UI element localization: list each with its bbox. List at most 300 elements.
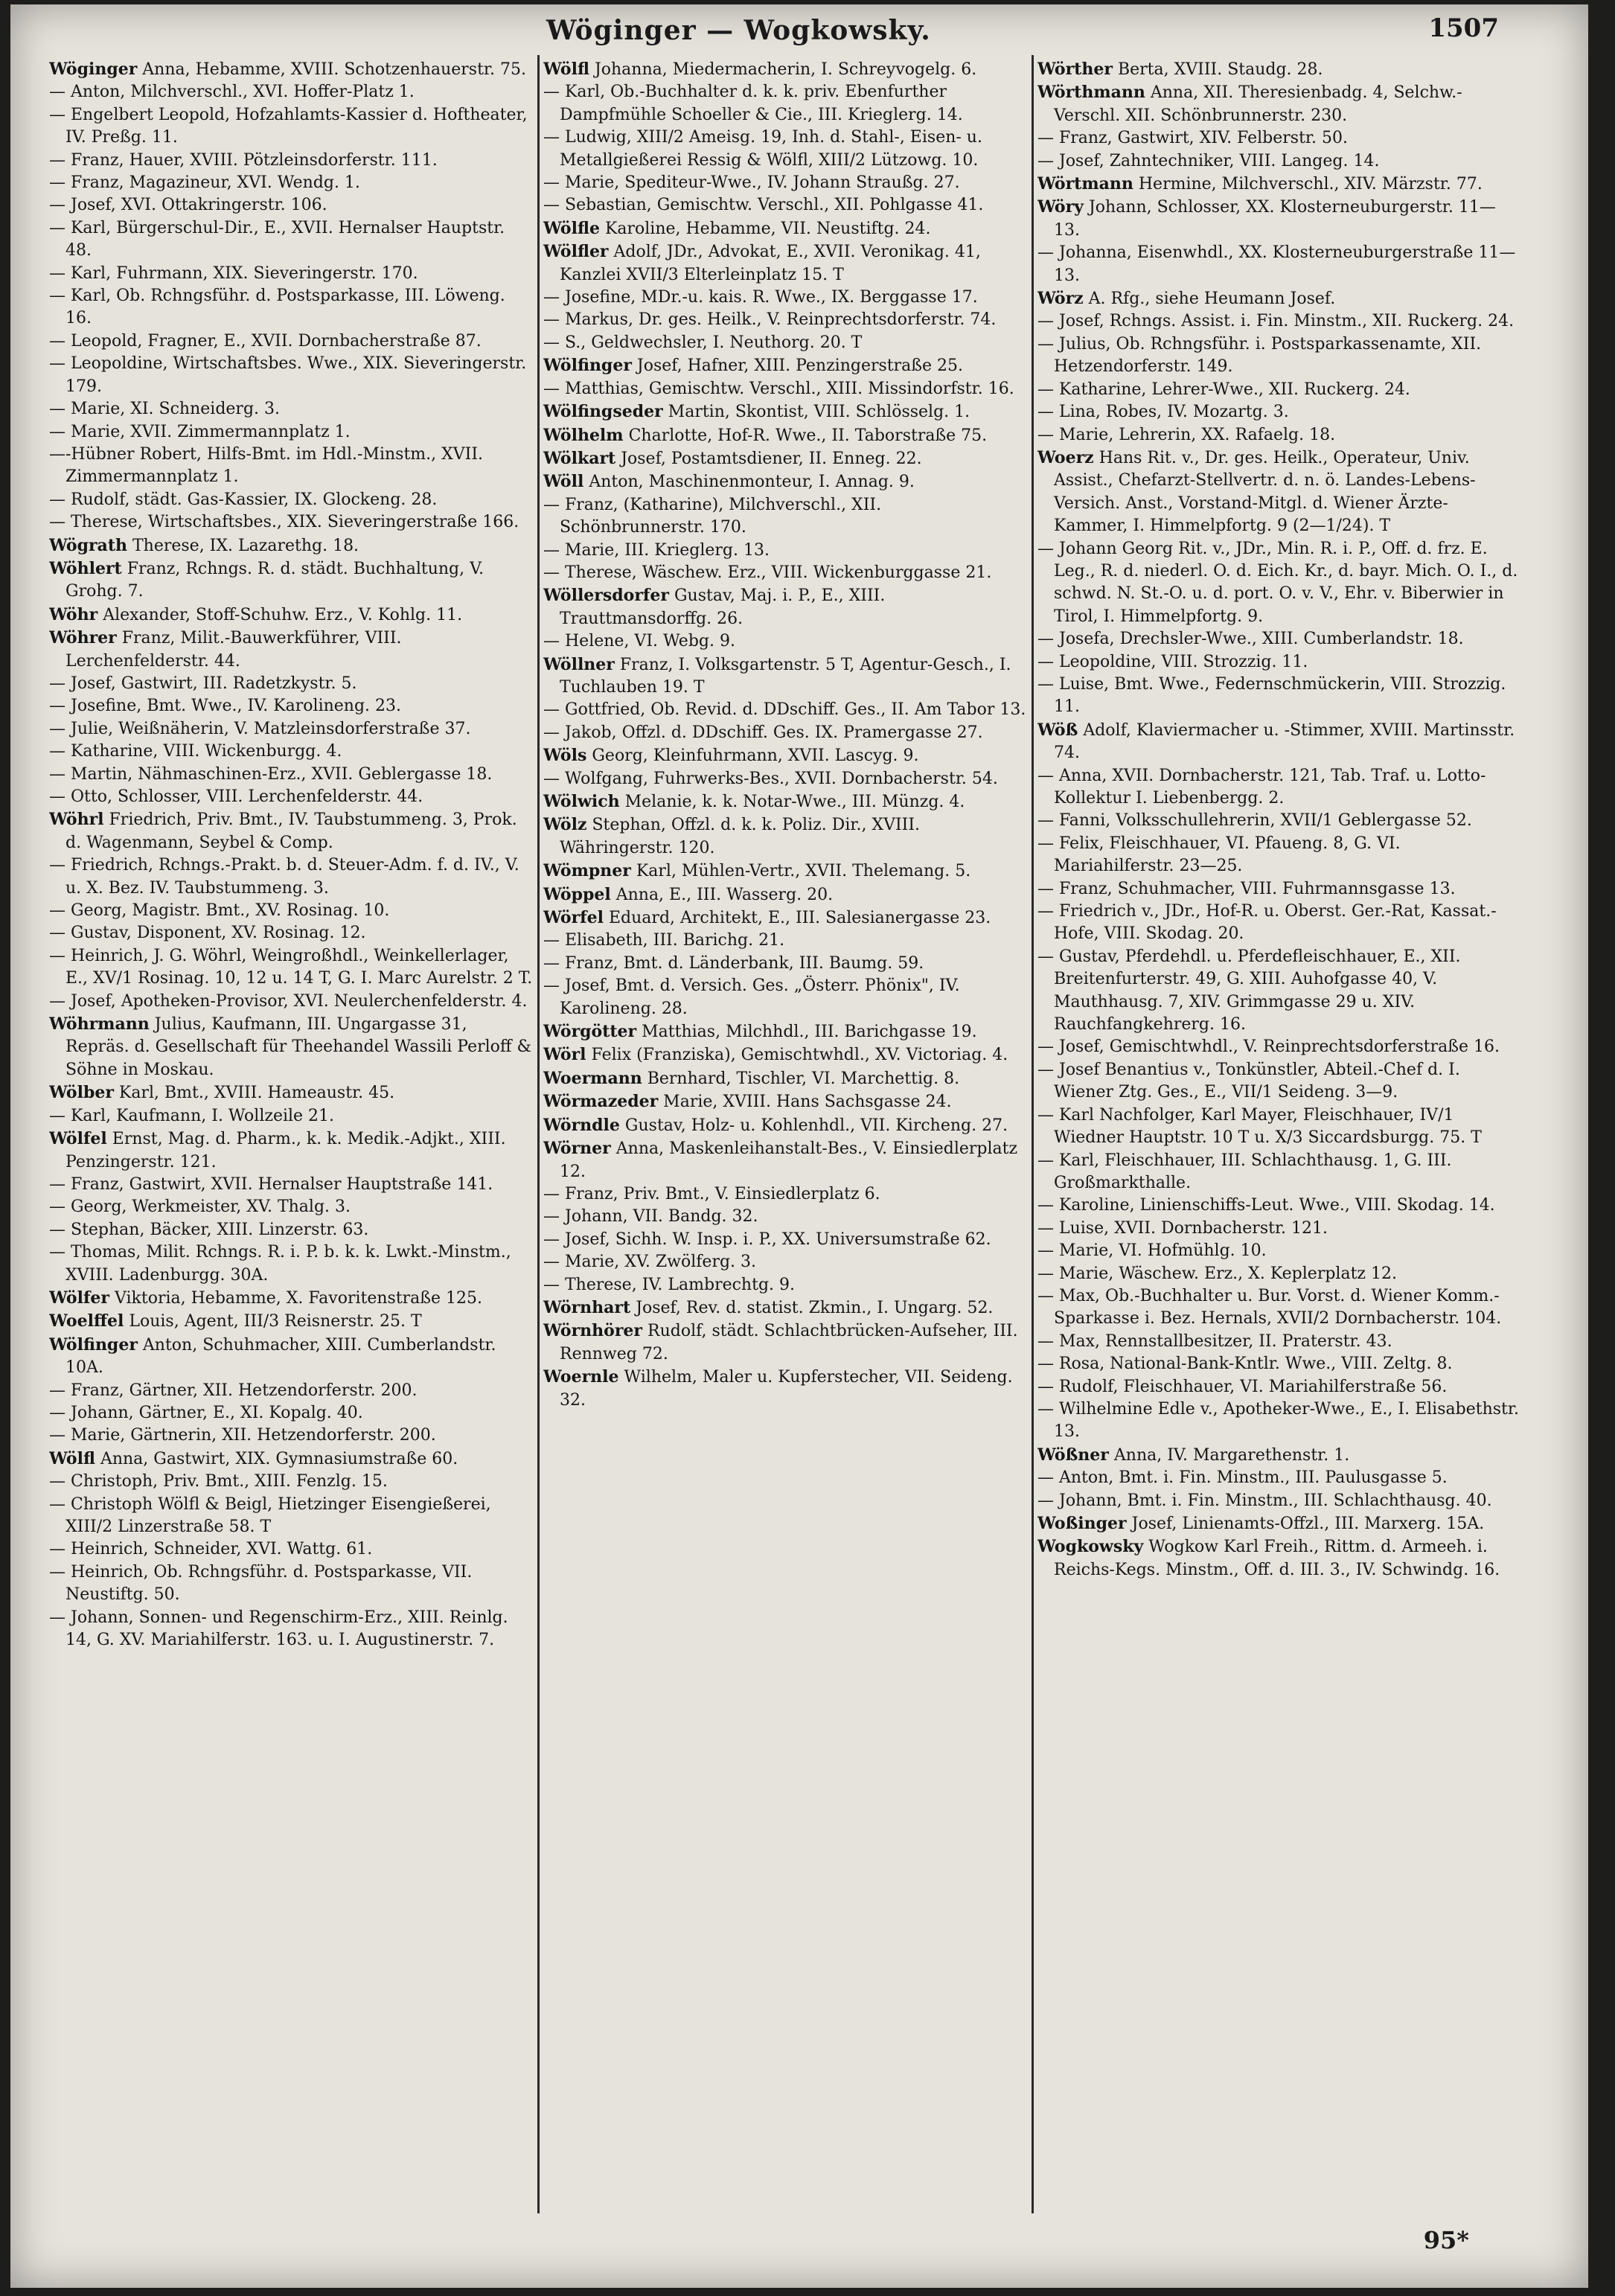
directory-entry [49, 194, 533, 217]
directory-entry [49, 627, 533, 673]
directory-entry [543, 699, 1027, 721]
directory-entry [543, 1183, 1027, 1206]
entry-details: — Johann, VII. Bandg. 32. [543, 1207, 758, 1227]
entry-details: Josef, Postamtsdiener, II. Enneg. 22. [621, 449, 922, 468]
directory-entry [49, 1538, 533, 1561]
entry-details: Adolf, JDr., Advokat, E., XVII. Veronikag. 41, Kanzlei XVII/3 Elterleinplatz 15. T [560, 243, 981, 284]
column-divider [537, 55, 540, 2213]
entry-details: Julius, Kaufmann, III. Ungargasse 31, Repräs. d. Gesellschaft für Theehandel Wassili Perloff & Söhne in Moskau. [65, 1015, 532, 1079]
entry-details: Karl, Mühlen-Vertr., XVII. Thelemang. 5. [636, 862, 971, 881]
directory-entry [1037, 127, 1521, 150]
directory-entry [49, 1561, 533, 1607]
directory-entry [543, 172, 1027, 194]
entry-details: Gustav, Holz- u. Kohlenhdl., VII. Kircheng. 27. [624, 1116, 1008, 1135]
directory-entry [543, 1320, 1027, 1366]
directory-entry [1037, 81, 1521, 127]
entry-details: — Wolfgang, Fuhrwerks-Bes., XVII. Dornbacherstr. 54. [543, 769, 998, 788]
directory-entry [1037, 1535, 1521, 1582]
directory-entry [49, 1471, 533, 1493]
entry-details: Johanna, Miedermacherin, I. Schreyvogelg. 6. [594, 60, 977, 79]
page-title: Wöginger — Wogkowsky. [546, 15, 931, 46]
column-right [1037, 58, 1521, 2216]
entry-details: — Josef, Rchngs. Assist. i. Fin. Minstm., XII. Ruckerg. 24. [1037, 312, 1515, 331]
entry-details: Anna, Hebamme, XVIII. Schotzenhauerstr. 75. [142, 60, 526, 79]
entry-details: Josef, Linienamts-Offzl., III. Marxerg. 15A. [1131, 1515, 1485, 1533]
entry-details: — Therese, IV. Lambrechtg. 9. [543, 1275, 796, 1294]
directory-entry [543, 1090, 1027, 1113]
directory-entry [49, 1448, 533, 1471]
entry-details: — Elisabeth, III. Barichg. 21. [543, 931, 785, 950]
entry-details: — Marie, Spediteur-Wwe., IV. Johann Straußg. 27. [543, 173, 960, 193]
directory-entry [543, 447, 1027, 470]
directory-entry [1037, 1036, 1521, 1058]
entry-surname: Wöhrer [49, 628, 117, 648]
entry-details: — Matthias, Gemischtw. Verschl., XIII. Missindorfstr. 16. [543, 379, 1014, 398]
directory-entry [49, 58, 533, 81]
directory-entry [1037, 1059, 1521, 1104]
directory-entry [543, 217, 1027, 240]
entry-details: — Johann, Gärtner, E., XI. Kopalg. 40. [49, 1403, 363, 1422]
entry-details: — Franz, Gastwirt, XIV. Felberstr. 50. [1037, 129, 1348, 148]
directory-entry [543, 58, 1027, 81]
directory-entry [49, 1196, 533, 1218]
entry-surname: Wöll [543, 472, 584, 492]
directory-entry [49, 398, 533, 420]
entry-surname: Woermann [543, 1068, 642, 1088]
entry-details: Franz, Rchngs. R. d. städt. Buchhaltung, V. Grohg. 7. [65, 559, 485, 601]
entry-details: Gustav, Maj. i. P., E., XIII. Trauttmansdorffg. 26. [560, 586, 886, 628]
directory-entry [1037, 1240, 1521, 1262]
entry-details: Adolf, Klaviermacher u. -Stimmer, XVIII. Martinsstr. 74. [1054, 720, 1515, 763]
directory-entry [543, 584, 1027, 630]
entry-details: — Rudolf, Fleischhauer, VI. Mariahilferstraße 56. [1037, 1377, 1448, 1396]
entry-details: Ernst, Mag. d. Pharm., k. k. Medik.-Adjkt., XIII. Penzingerstr. 121. [65, 1130, 506, 1171]
page-number: 1507 [1428, 13, 1499, 43]
directory-entry [543, 1296, 1027, 1320]
entry-surname: Wörtmann [1037, 174, 1133, 194]
entry-details: — Josef, Gastwirt, III. Radetzkystr. 5. [49, 674, 357, 693]
entry-details: — Marie, III. Krieglerg. 13. [543, 540, 770, 560]
entry-surname: Wörmazeder [543, 1092, 659, 1112]
entry-surname: Wörther [1037, 60, 1113, 79]
entry-details: Rudolf, städt. Schlachtbrücken-Aufseher, III. Rennweg 72. [560, 1322, 1018, 1363]
directory-entry [543, 378, 1027, 400]
entry-details: — Franz, Schuhmacher, VIII. Fuhrmannsgasse 13. [1037, 879, 1456, 898]
entry-details: — Heinrich, J. G. Wöhrl, Weingroßhdl., Weinkellerlager, E., XV/1 Rosinag. 10, 12 u. 14 T, G. I. Marc Aurelstr. 2 T. [49, 946, 533, 988]
page-header [10, 9, 1588, 48]
directory-entry [49, 285, 533, 330]
entry-surname: Wölfle [543, 218, 600, 238]
entry-surname: Wölfl [49, 1448, 95, 1468]
entry-details: Marie, XVIII. Hans Sachsgasse 24. [663, 1093, 952, 1112]
entry-details: — Marie, XVII. Zimmermannplatz 1. [49, 422, 351, 441]
directory-entry [49, 673, 533, 695]
directory-entry [49, 150, 533, 172]
entry-details: — Fanni, Volksschullehrerin, XVII/1 Geblergasse 52. [1037, 811, 1472, 831]
entry-details: — Josef, Zahntechniker, VIII. Langeg. 14. [1037, 151, 1380, 170]
entry-details: — Katharine, VIII. Wickenburgg. 4. [49, 742, 342, 761]
column-middle [543, 58, 1027, 2216]
entry-details: — Marie, Gärtnerin, XII. Hetzendorferstr. 200. [49, 1426, 436, 1445]
entry-details: Anton, Schuhmacher, XIII. Cumberlandstr. 10A. [65, 1335, 496, 1378]
directory-entry [49, 900, 533, 922]
directory-entry [1037, 719, 1521, 765]
entry-details: — Jakob, Offzl. d. DDschiff. Ges. IX. Pramergasse 27. [543, 723, 983, 742]
entry-details: — Leopoldine, VIII. Strozzig. 11. [1037, 652, 1308, 671]
directory-entry [543, 287, 1027, 309]
entry-details: — Anton, Milchverschl., XVI. Hoffer-Platz 1. [49, 83, 415, 102]
entry-details: — Rudolf, städt. Gas-Kassier, IX. Glockeng. 28. [49, 490, 438, 509]
entry-details: — Anna, XVII. Dornbacherstr. 121, Tab. Traf. u. Lotto-Kollektur I. Liebenbergg. 2. [1037, 766, 1486, 808]
directory-entry [49, 557, 533, 604]
directory-entry [543, 813, 1027, 860]
entry-details: — Franz, Bmt. d. Länderbank, III. Baumg. 59. [543, 953, 924, 973]
directory-entry [49, 489, 533, 511]
entry-details: Johann, Schlosser, XX. Klosterneuburgerstr. 11—13. [1054, 198, 1496, 240]
entry-details: — Gottfried, Ob. Revid. d. DDschiff. Ges., II. Am Tabor 13. [543, 700, 1026, 720]
entry-surname: Wölfer [49, 1288, 109, 1308]
entry-details: — Christoph, Priv. Bmt., XIII. Fenzlg. 15. [49, 1472, 388, 1491]
entry-details: — Lina, Robes, IV. Mozartg. 3. [1037, 403, 1289, 422]
entry-details: — Josef, Gemischtwhdl., V. Reinprechtsdorferstraße 16. [1037, 1037, 1500, 1057]
directory-entry [543, 1206, 1027, 1228]
directory-entry [49, 945, 533, 991]
entry-details: — Josef Benantius v., Tonkünstler, Abteil.-Chef d. I. Wiener Ztg. Ges., E., VII/1 Seideng. 3—9. [1037, 1060, 1460, 1102]
directory-entry [1037, 379, 1521, 401]
directory-entry [49, 854, 533, 900]
directory-entry [543, 1067, 1027, 1090]
directory-entry [543, 1043, 1027, 1067]
signature-mark: 95* [1423, 2226, 1469, 2254]
entry-details: — Thomas, Milit. Rchngs. R. i. P. b. k. k. Lwkt.-Minstm., XVIII. Ladenburgg. 30A. [49, 1243, 511, 1285]
directory-entry [543, 906, 1027, 930]
entry-details: — Karl, Bürgerschul-Dir., E., XVII. Hernalser Hauptstr. 48. [49, 218, 505, 260]
entry-surname: Wöß [1037, 720, 1078, 740]
entry-details: Viktoria, Hebamme, X. Favoritenstraße 125. [115, 1288, 482, 1308]
entry-surname: Wörnhart [543, 1297, 631, 1317]
entry-surname: Wöhrmann [49, 1014, 150, 1035]
directory-entry [1037, 1104, 1521, 1150]
entry-surname: Wölz [543, 815, 587, 835]
directory-entry [49, 1219, 533, 1241]
directory-entry [543, 1251, 1027, 1273]
entry-surname: Wörndle [543, 1115, 620, 1135]
entry-details: — Friedrich, Rchngs.-Prakt. b. d. Steuer-Adm. f. d. IV., V. u. X. Bez. IV. Taubstummeng. 3. [49, 856, 519, 898]
directory-entry [1037, 765, 1521, 810]
directory-entry [543, 953, 1027, 975]
directory-entry [49, 1241, 533, 1287]
entry-details: — Franz, Magazineur, XVI. Wendg. 1. [49, 173, 360, 193]
entry-details: Stephan, Offzl. d. k. k. Poliz. Dir., XVIII. Währingerstr. 120. [560, 816, 921, 857]
entry-details: Louis, Agent, III/3 Reisnerstr. 25. T [129, 1312, 422, 1331]
entry-details: — Engelbert Leopold, Hofzahlamts-Kassier d. Hoftheater, IV. Preßg. 11. [49, 105, 528, 147]
entry-details: — Leopoldine, Wirtschaftsbes. Wwe., XIX. Sieveringerstr. 179. [49, 354, 527, 396]
directory-entry [49, 104, 533, 150]
entry-details: — Franz, Hauer, XVIII. Pötzleinsdorferstr. 111. [49, 150, 438, 170]
entry-details: Franz, I. Volksgartenstr. 5 T, Agentur-Gesch., I. Tuchlauben 19. T [560, 655, 1011, 697]
entry-details: — Martin, Nähmaschinen-Erz., XVII. Geblergasse 18. [49, 764, 493, 784]
directory-entry [49, 1334, 533, 1380]
entry-surname: Wöls [543, 746, 587, 766]
entry-details: — Max, Rennstallbesitzer, II. Praterstr. 43. [1037, 1331, 1392, 1351]
entry-details: — Anton, Bmt. i. Fin. Minstm., III. Paulusgasse 5. [1037, 1468, 1448, 1488]
directory-entry [543, 1114, 1027, 1137]
entry-surname: Wöllersdorfer [543, 586, 669, 606]
directory-entry [49, 718, 533, 741]
entry-details: — Johann Georg Rit. v., JDr., Min. R. i. P., Off. d. frz. E. Leg., R. d. niederl. O. d. Eich. Kr., d. bayr. Mich. O. I., d. schwd. N. St.-O. u. d. port. O. v. V., Ehr. v. Biberwier in Tirol, I. Himmelpfortg. 9. [1037, 539, 1518, 626]
entry-surname: Wölkart [543, 448, 616, 468]
entry-details: Felix (Franziska), Gemischtwhdl., XV. Victoriag. 4. [591, 1046, 1008, 1065]
directory-entry [543, 194, 1027, 217]
entry-details: — Karoline, Linienschiffs-Leut. Wwe., VIII. Skodag. 14. [1037, 1196, 1495, 1215]
entry-details: — Georg, Magistr. Bmt., XV. Rosinag. 10. [49, 901, 390, 921]
entry-details: — Johanna, Eisenwhdl., XX. Klosterneuburgerstraße 11—13. [1037, 243, 1516, 285]
entry-details: Anna, E., III. Wasserg. 20. [615, 885, 834, 904]
directory-entry [543, 722, 1027, 744]
directory-entry [49, 330, 533, 353]
directory-entry [543, 653, 1027, 700]
directory-entry [49, 421, 533, 444]
entry-details: — Josefine, MDr.-u. kais. R. Wwe., IX. Berggasse 17. [543, 288, 978, 307]
directory-entry [49, 1494, 533, 1539]
entry-details: Anton, Maschinenmonteur, I. Annag. 9. [589, 473, 915, 492]
entry-surname: Wogkowsky [1037, 1537, 1144, 1557]
entry-details: — Josefa, Drechsler-Wwe., XIII. Cumberlandstr. 18. [1037, 630, 1464, 649]
entry-details: Hermine, Milchverschl., XIV. Märzstr. 77. [1138, 175, 1483, 194]
directory-entry [49, 786, 533, 808]
entry-surname: Wößner [1037, 1445, 1109, 1465]
directory-entry [1037, 58, 1521, 81]
entry-details: — Marie, VI. Hofmühlg. 10. [1037, 1241, 1267, 1261]
directory-entry [49, 217, 533, 263]
entry-surname: Woelffel [49, 1311, 124, 1331]
entry-details: —-Hübner Robert, Hilfs-Bmt. im Hdl.-Minstm., XVII. Zimmermannplatz 1. [49, 444, 484, 487]
entry-details: Eduard, Architekt, E., III. Salesianergasse 23. [609, 909, 991, 928]
entry-details: — Heinrich, Ob. Rchngsführ. d. Postsparkasse, VII. Neustiftg. 50. [49, 1562, 473, 1605]
directory-entry [49, 1081, 533, 1104]
entry-surname: Wörz [1037, 289, 1084, 309]
directory-entry [49, 604, 533, 627]
directory-entry [49, 1287, 533, 1310]
entry-surname: Wölfingseder [543, 402, 663, 422]
entry-surname: Wörner [543, 1139, 611, 1159]
entry-details: — Karl, Fuhrmann, XIX. Sieveringerstr. 170. [49, 263, 418, 283]
directory-entry [49, 172, 533, 194]
directory-entry [1037, 1490, 1521, 1512]
entry-details: Bernhard, Tischler, VI. Marchettig. 8. [647, 1069, 960, 1088]
directory-entry [1037, 1285, 1521, 1331]
entry-surname: Wöppel [543, 884, 611, 904]
entry-details: — Josef, Bmt. d. Versich. Ges. „Österr. Phönix", IV. Karolineng. 28. [543, 976, 960, 1018]
directory-entry [1037, 424, 1521, 447]
entry-details: — Katharine, Lehrer-Wwe., XII. Ruckerg. 24. [1037, 380, 1410, 399]
entry-details: Berta, XVIII. Staudg. 28. [1117, 60, 1323, 79]
entry-details: Melanie, k. k. Notar-Wwe., III. Münzg. 4. [624, 793, 965, 811]
directory-entry [1037, 1218, 1521, 1240]
entry-details: — Rosa, National-Bank-Kntlr. Wwe., VIII. Zeltg. 8. [1037, 1355, 1453, 1374]
directory-entry [1037, 1512, 1521, 1535]
directory-entry [49, 81, 533, 103]
entry-details: — S., Geldwechsler, I. Neuthorg. 20. T [543, 333, 863, 352]
directory-entry [1037, 1150, 1521, 1195]
directory-entry [1037, 310, 1521, 333]
directory-entry [543, 562, 1027, 584]
entry-details: Karoline, Hebamme, VII. Neustiftg. 24. [604, 219, 931, 238]
directory-entry [1037, 901, 1521, 946]
directory-entry [49, 808, 533, 854]
entry-surname: Wöllner [543, 654, 615, 674]
directory-entry [1037, 538, 1521, 629]
directory-entry [543, 240, 1027, 287]
entry-details: — Max, Ob.-Buchhalter u. Bur. Vorst. d. Wiener Komm.-Sparkasse i. Bez. Hernals, XVII/2 Dornbacherstr. 104. [1037, 1286, 1502, 1328]
entry-details: Josef, Rev. d. statist. Zkmin., I. Ungarg. 52. [636, 1298, 994, 1317]
entry-details: — Marie, Wäschew. Erz., X. Keplerplatz 12. [1037, 1264, 1397, 1283]
entry-details: — Luise, XVII. Dornbacherstr. 121. [1037, 1218, 1328, 1238]
entry-details: — Luise, Bmt. Wwe., Federnschmückerin, VIII. Strozzig. 11. [1037, 674, 1506, 717]
entry-surname: Wölwich [543, 792, 620, 811]
entry-surname: Wölhelm [543, 425, 624, 445]
entry-details: — Karl, Fleischhauer, III. Schlachthausg. 1, G. III. Großmarkthalle. [1037, 1151, 1452, 1192]
entry-details: — Julius, Ob. Rchngsführ. i. Postsparkassenamte, XII. Hetzendorferstr. 149. [1037, 334, 1482, 377]
entry-details: — Josef, Sichh. W. Insp. i. P., XX. Universumstraße 62. [543, 1229, 991, 1249]
entry-details: — Marie, Lehrerin, XX. Rafaelg. 18. [1037, 425, 1336, 444]
directory-entry [543, 790, 1027, 813]
entry-details: Therese, IX. Lazarethg. 18. [132, 536, 359, 555]
entry-surname: Wölfinger [49, 1334, 138, 1355]
entry-details: Friedrich, Priv. Bmt., IV. Taubstummeng. 3, Prok. d. Wagenmann, Seybel & Comp. [65, 810, 517, 852]
directory-entry [1037, 1263, 1521, 1285]
entry-surname: Wöhlert [49, 558, 122, 578]
entry-surname: Wölfel [49, 1129, 107, 1149]
entry-surname: Wöry [1037, 197, 1084, 217]
directory-entry [49, 1310, 533, 1333]
directory-entry [1037, 1331, 1521, 1353]
entry-details: Anna, Maskenleihanstalt-Bes., V. Einsiedlerplatz 12. [560, 1139, 1018, 1181]
entry-details: — Gustav, Disponent, XV. Rosinag. 12. [49, 924, 366, 943]
entry-details: — Christoph Wölfl & Beigl, Hietzinger Eisengießerei, XIII/2 Linzerstraße 58. T [49, 1494, 491, 1536]
entry-details: Alexander, Stoff-Schuhw. Erz., V. Kohlg. 11. [103, 605, 463, 624]
directory-entry [1037, 1195, 1521, 1217]
directory-entry [1037, 810, 1521, 832]
directory-entry [543, 768, 1027, 790]
directory-entry [1037, 173, 1521, 196]
directory-entry [1037, 287, 1521, 310]
entry-details: — Leopold, Fragner, E., XVII. Dornbacherstraße 87. [49, 331, 482, 351]
directory-entry [543, 127, 1027, 172]
entry-details: — Karl, Ob.-Buchhalter d. k. k. priv. Ebenfurther Dampfmühle Schoeller & Cie., III. Krieglerg. 14. [543, 83, 963, 124]
entry-details: — Karl, Kaufmann, I. Wollzeile 21. [49, 1106, 335, 1125]
entry-details: Wilhelm, Maler u. Kupferstecher, VII. Seideng. 32. [560, 1368, 1013, 1410]
entry-details: — Johann, Sonnen- und Regenschirm-Erz., XIII. Reinlg. 14, G. XV. Mariahilferstr. 163. u. I. Augustinerstr. 7. [49, 1608, 508, 1650]
entry-surname: Wöhrl [49, 810, 104, 830]
entry-details: Karl, Bmt., XVIII. Hameaustr. 45. [118, 1084, 395, 1103]
entry-surname: Wölfinger [543, 356, 632, 376]
directory-entry [1037, 1398, 1521, 1444]
directory-entry [49, 1174, 533, 1196]
directory-entry [1037, 401, 1521, 423]
directory-entry [543, 400, 1027, 423]
entry-surname: Wölber [49, 1083, 114, 1103]
entry-details: Josef, Hafner, XIII. Penzingerstraße 25. [636, 356, 963, 376]
directory-entry [49, 1402, 533, 1424]
entry-details: — Franz, Gastwirt, XVII. Hernalser Hauptstraße 141. [49, 1174, 493, 1194]
entry-surname: Woernle [543, 1367, 619, 1387]
directory-entry [1037, 833, 1521, 878]
entry-surname: Wömpner [543, 861, 631, 881]
entry-surname: Wöginger [49, 60, 138, 79]
entry-surname: Wörfel [543, 908, 604, 928]
directory-entry [49, 263, 533, 285]
entry-details: — Friedrich v., JDr., Hof-R. u. Oberst. Ger.-Rat, Kassat.-Hofe, VIII. Skodag. 20. [1037, 902, 1497, 944]
entry-details: — Georg, Werkmeister, XV. Thalg. 3. [49, 1197, 351, 1217]
directory-entry [543, 309, 1027, 331]
entry-details: — Marie, XI. Schneiderg. 3. [49, 400, 280, 419]
directory-entry [49, 534, 533, 557]
entry-details: — Josefine, Bmt. Wwe., IV. Karolineng. 23. [49, 697, 402, 716]
directory-entry [1037, 150, 1521, 173]
directory-entry [543, 975, 1027, 1020]
directory-entry [543, 1274, 1027, 1296]
entry-details: Anna, XII. Theresienbadg. 4, Selchw.-Verschl. XII. Schönbrunnerstr. 230. [1054, 83, 1462, 125]
entry-surname: Woerz [1037, 447, 1094, 467]
entry-details: A. Rfg., siehe Heumann Josef. [1088, 290, 1336, 309]
directory-entry [1037, 1467, 1521, 1489]
directory-entry [1037, 946, 1521, 1037]
directory-entry [49, 511, 533, 534]
entry-surname: Wögrath [49, 535, 127, 555]
directory-entry [1037, 242, 1521, 287]
entry-surname: Wöhr [49, 604, 98, 624]
directory-entry [543, 81, 1027, 127]
entry-details: Charlotte, Hof-R. Wwe., II. Taborstraße 75. [628, 426, 988, 445]
entry-surname: Wörl [543, 1045, 586, 1065]
directory-entry [543, 424, 1027, 447]
column-left [49, 58, 533, 2216]
entry-details: — Franz, Gärtner, XII. Hetzendorferstr. 200. [49, 1381, 418, 1400]
entry-details: Georg, Kleinfuhrmann, XVII. Lascyg. 9. [592, 746, 919, 766]
entry-surname: Wörthmann [1037, 83, 1145, 103]
directory-entry [543, 744, 1027, 767]
entry-surname: Wölfl [543, 60, 589, 79]
entry-surname: Wörgötter [543, 1022, 637, 1042]
entry-details: Matthias, Milchhdl., III. Barichgasse 19. [642, 1023, 977, 1042]
entry-details: Martin, Skontist, VIII. Schlösselg. 1. [668, 403, 970, 422]
directory-entry [1037, 196, 1521, 242]
directory-entry [49, 353, 533, 398]
directory-entry [49, 741, 533, 763]
directory-entry [49, 1105, 533, 1128]
directory-entry [543, 494, 1027, 540]
entry-details: — Karl, Ob. Rchngsführ. d. Postsparkasse, III. Löweng. 16. [49, 287, 505, 328]
directory-page [10, 4, 1588, 2288]
directory-entry [1037, 651, 1521, 674]
entry-details: — Heinrich, Schneider, XVI. Wattg. 61. [49, 1540, 373, 1559]
directory-entry [543, 1229, 1027, 1251]
directory-entry [543, 470, 1027, 493]
entry-details: — Therese, Wirtschaftsbes., XIX. Sieveringerstraße 166. [49, 513, 519, 532]
directory-entry [49, 1607, 533, 1652]
entry-details: — Josef, XVI. Ottakringerstr. 106. [49, 196, 327, 215]
entry-details: — Johann, Bmt. i. Fin. Minstm., III. Schlachthausg. 40. [1037, 1491, 1492, 1510]
entry-details: — Julie, Weißnäherin, V. Matzleinsdorferstraße 37. [49, 719, 471, 738]
directory-entry [1037, 628, 1521, 650]
entry-details: Wogkow Karl Freih., Rittm. d. Armeeh. i. Reichs-Kegs. Minstm., Off. d. III. 3., IV. Schwindg. 16. [1054, 1538, 1500, 1579]
entry-details: — Ludwig, XIII/2 Ameisg. 19, Inh. d. Stahl-, Eisen- u. Metallgießerei Ressig & Wölfl, XIII/2 Lützowg. 10. [543, 128, 982, 170]
directory-entry [49, 922, 533, 944]
directory-entry [543, 540, 1027, 562]
entry-details: — Therese, Wäschew. Erz., VIII. Wickenburggasse 21. [543, 563, 992, 582]
entry-details: — Sebastian, Gemischtw. Verschl., XII. Pohlgasse 41. [543, 196, 984, 215]
